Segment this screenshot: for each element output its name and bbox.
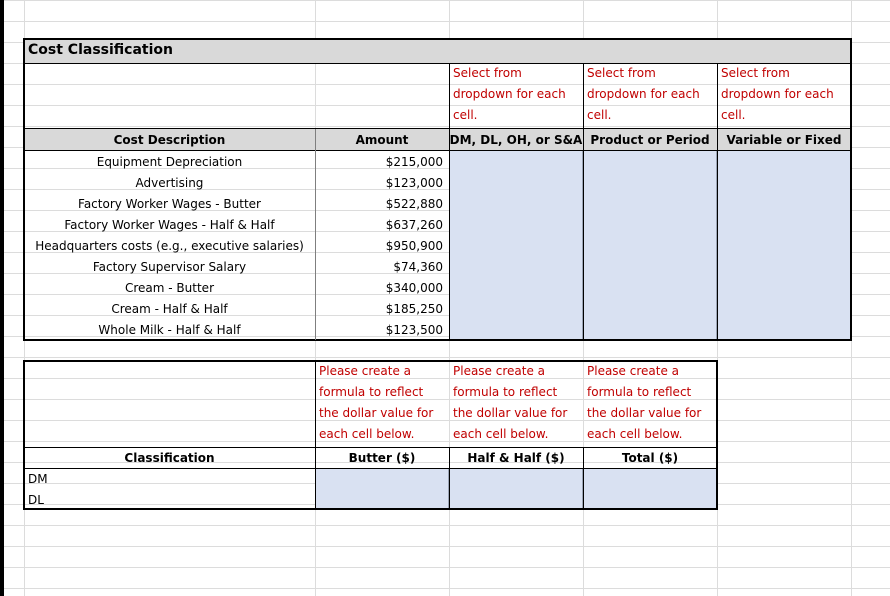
header-variable-fixed: Variable or Fixed <box>726 133 842 147</box>
row-dl-label: DL <box>28 493 44 507</box>
instruction-note-col3: Select from dropdown for each cell. <box>721 66 834 122</box>
row-dm-label: DM <box>28 472 48 486</box>
row-1-amount: $215,000 <box>385 155 443 169</box>
instruction-note-col2: Select from dropdown for each cell. <box>587 66 700 122</box>
formula-note-halfhalf: Please create a formula to reflect the dollar value for each cell below. <box>453 364 568 441</box>
row-8-amount: $185,250 <box>385 302 443 316</box>
row-5-amount: $950,900 <box>385 239 443 253</box>
formula-note-total: Please create a formula to reflect the dollar value for each cell below. <box>587 364 702 441</box>
row-7-description: Cream - Butter <box>125 281 214 295</box>
row-9-description: Whole Milk - Half & Half <box>98 323 241 337</box>
row-6-amount: $74,360 <box>393 260 443 274</box>
header-product-period: Product or Period <box>590 133 710 147</box>
row-2-description: Advertising <box>135 176 204 190</box>
classification-summary-table <box>23 360 718 510</box>
formula-note-butter: Please create a formula to reflect the dollar value for each cell below. <box>319 364 434 441</box>
header-amount: Amount <box>355 133 409 147</box>
row-4-amount: $637,260 <box>385 218 443 232</box>
header-butter: Butter ($) <box>348 451 416 465</box>
row-header-edge <box>0 0 4 596</box>
row-5-description: Headquarters costs (e.g., executive salaries) <box>35 239 304 253</box>
header-cost-description: Cost Description <box>113 133 226 147</box>
row-2-amount: $123,000 <box>385 176 443 190</box>
row-1-description: Equipment Depreciation <box>96 155 243 169</box>
cost-classification-table <box>23 38 852 341</box>
header-classification: Classification <box>124 451 215 465</box>
row-9-amount: $123,500 <box>385 323 443 337</box>
header-cost-type: DM, DL, OH, or S&A <box>449 133 583 147</box>
instruction-note-col1: Select from dropdown for each cell. <box>453 66 566 122</box>
section-title: Cost Classification <box>28 42 173 58</box>
row-7-amount: $340,000 <box>385 281 443 295</box>
header-total: Total ($) <box>621 451 679 465</box>
row-8-description: Cream - Half & Half <box>111 302 228 316</box>
row-4-description: Factory Worker Wages - Half & Half <box>64 218 275 232</box>
row-6-description: Factory Supervisor Salary <box>92 260 247 274</box>
row-3-amount: $522,880 <box>385 197 443 211</box>
row-3-description: Factory Worker Wages - Butter <box>78 197 261 211</box>
header-halfhalf: Half & Half ($) <box>467 451 565 465</box>
